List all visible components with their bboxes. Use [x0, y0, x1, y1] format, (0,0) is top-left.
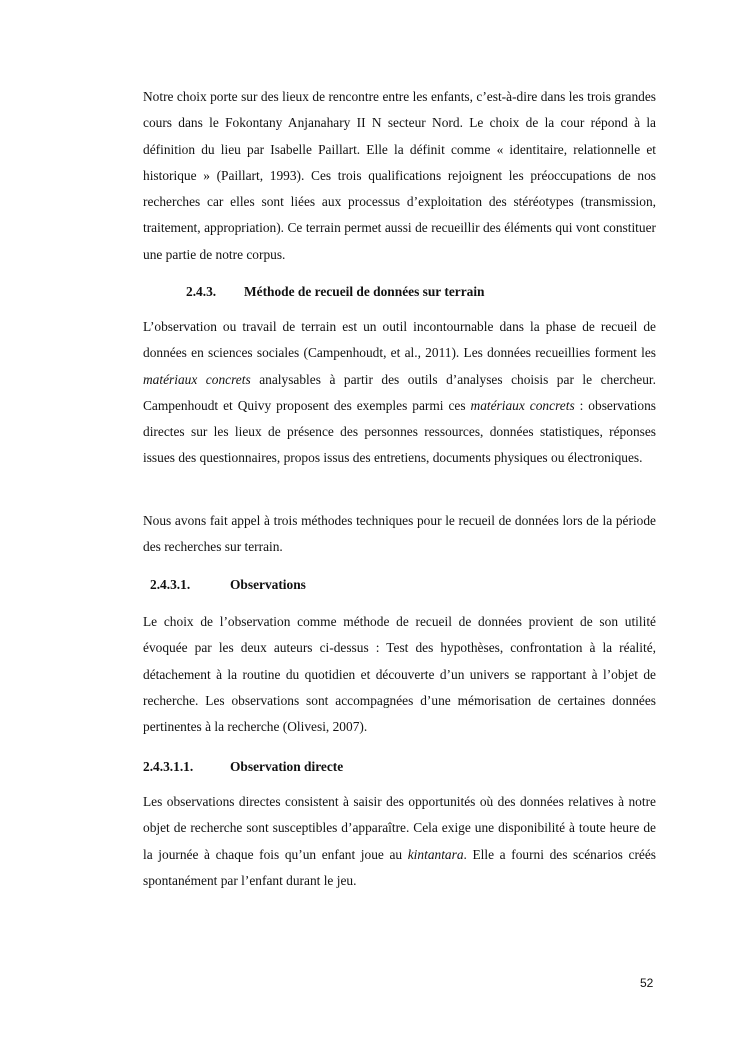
emphasis: matériaux concrets — [143, 371, 251, 387]
paragraph-3 — [143, 508, 656, 561]
section-heading-2-4-3 — [186, 284, 485, 300]
emphasis: kintantara — [407, 846, 464, 862]
paragraph-1 — [143, 84, 656, 268]
body-text: Nous avons fait appel à trois méthodes techniques pour le recueil de données lors de la période des recherches sur terrain. — [143, 513, 656, 555]
section-number: 2.4.3.1.1. — [143, 759, 194, 774]
text-run: analysables à partir des outils d’analyses choisis par le chercheur. Campenhoudt et Quivy proposent des exemples parmi ces — [143, 371, 656, 413]
paragraph-2 — [143, 314, 656, 472]
section-number: 2.4.3.1. — [150, 577, 191, 592]
body-text: Notre choix porte sur des lieux de rencontre entre les enfants, c’est-à-dire dans les trois grandes cours dans le Fokontany Anjanahary II N secteur Nord. Le choix de la cour répond à la définition du lieu par Isabelle Paillart. Elle la définit comme « identitaire, relationnelle et historique » (Paillart, 1993). Ces trois qualifications rejoignent les préoccupations de nos recherches car elles sont liées aux processus d’exploitation des stéréotypes (transmission, traitement, appropriation). Ce terrain permet aussi de recueillir des éléments qui vont constituer une partie de notre corpus. — [143, 89, 656, 262]
section-heading-2-4-3-1 — [150, 577, 306, 593]
section-title: Méthode de recueil de données sur terrain — [244, 284, 485, 299]
paragraph-4 — [143, 609, 656, 740]
paragraph-5 — [143, 789, 656, 894]
section-heading-2-4-3-1-1 — [143, 759, 343, 775]
text-run: . Elle a fourni des scénarios créés spontanément par l’enfant durant le jeu. — [143, 846, 657, 888]
body-text: Le choix de l’observation comme méthode de recueil de données provient de son utilité évoquée par les deux auteurs ci-dessus : Test des hypothèses, confrontation à la réalité, détachement à la routine du quotidien et découverte d’un univers se rapportant à l’objet de recherche. Les observations sont accompagnées d’une mémorisation de certaines données pertinentes à la recherche (Olivesi, 2007). — [143, 614, 656, 735]
section-number: 2.4.3. — [186, 284, 217, 299]
section-title: Observation directe — [230, 759, 344, 774]
text-run: : observations directes sur les lieux de présence des personnes ressources, données statistiques, réponses issues des questionnaires, propos issus des entretiens, documents physiques ou électroniques. — [143, 397, 656, 466]
text-run: L’observation ou travail de terrain est un outil incontournable dans la phase de recueil de données en sciences sociales (Campenhoudt, et al., 2011). Les données recueillies forment les — [143, 319, 656, 361]
text-run: Les observations directes consistent à saisir des opportunités où des données relatives à notre objet de recherche sont susceptibles d’apparaître. Cela exige une disponibilité à toute heure de la journée à chaque fois qu’un enfant joue au — [143, 794, 656, 862]
section-title: Observations — [230, 577, 306, 592]
page-number: 52 — [640, 976, 654, 990]
emphasis: matériaux concrets — [470, 397, 575, 413]
